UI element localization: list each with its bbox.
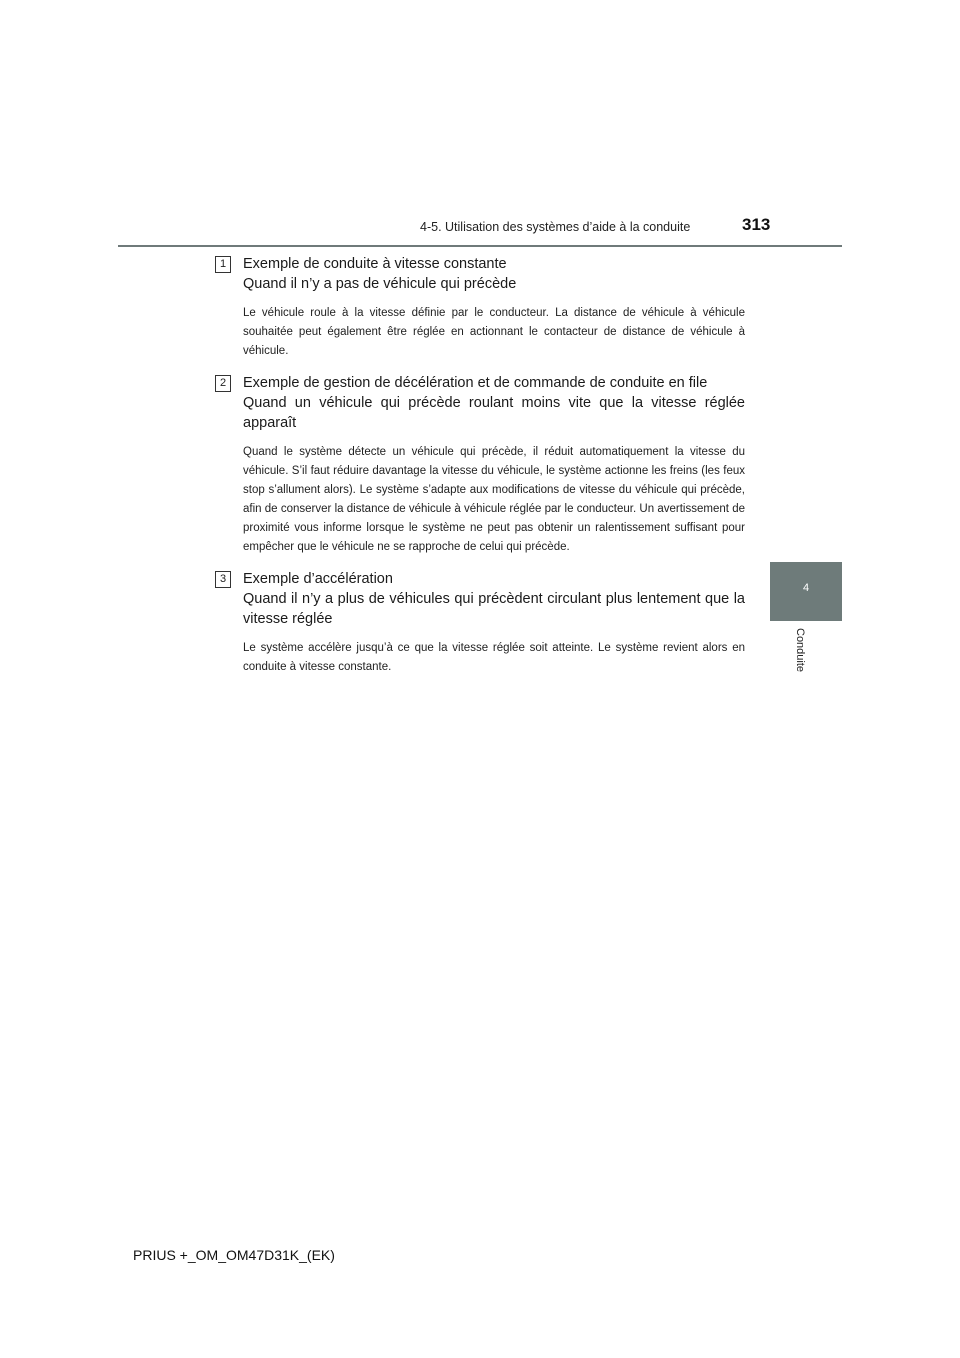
- page-number: 313: [742, 215, 771, 234]
- item-number-badge: 2: [215, 375, 231, 392]
- item-body: Le véhicule roule à la vitesse définie par le conducteur. La distance de véhicule à véhicule souhaitée peut également être réglée en actionnant le contacteur de distance de véhicule à véhicule.: [243, 307, 745, 357]
- item-body: Le système accélère jusqu’à ce que la vitesse réglée soit atteinte. Le système revient alors en conduite à vitesse constante.: [243, 642, 745, 673]
- item-number-badge: 1: [215, 256, 231, 273]
- item-title: [243, 373, 745, 433]
- chapter-number: 4: [802, 582, 810, 594]
- header-divider: [118, 245, 842, 247]
- section-header: 4-5. Utilisation des systèmes d’aide à la conduite: [420, 220, 691, 234]
- item-subtitle-line: Quand il n’y a plus de véhicules qui précèdent circulant plus lentement que la vitesse réglée: [243, 591, 745, 627]
- chapter-tab: [770, 562, 842, 621]
- chapter-title-text: Conduite: [794, 628, 806, 673]
- item-title-line: Exemple de conduite à vitesse constante: [243, 256, 507, 272]
- list-item: [215, 373, 745, 557]
- list-item: [215, 569, 745, 677]
- chapter-title: [794, 628, 808, 688]
- item-body: Quand le système détecte un véhicule qui précède, il réduit automatiquement la vitesse du véhicule. S’il faut réduire davantage la vitesse du véhicule, le système actionne les freins (les feux stop s’allument alors). Le système s’adapte aux modifications de vitesse du véhicule qui précède, afin de conserver la distance de véhicule à véhicule réglée par le conducteur. Un avertissement de proximité vous informe lorsque le système ne peut pas obtenir un ralentissement suffisant pour empêcher que le véhicule ne se rapproche de celui qui précède.: [243, 446, 745, 553]
- document-id: PRIUS +_OM_OM47D31K_(EK): [133, 1247, 335, 1263]
- item-title-line: Exemple d’accélération: [243, 571, 393, 587]
- numbered-list: [215, 254, 745, 677]
- item-title-line: Exemple de gestion de décélération et de commande de conduite en file: [243, 375, 708, 391]
- item-subtitle-line: Quand il n’y a pas de véhicule qui précède: [243, 276, 517, 292]
- list-item: [215, 254, 745, 361]
- item-title: [243, 569, 745, 629]
- item-title: [243, 254, 745, 294]
- item-number-badge: 3: [215, 571, 231, 588]
- item-subtitle-line: Quand un véhicule qui précède roulant moins vite que la vitesse réglée apparaît: [243, 395, 745, 431]
